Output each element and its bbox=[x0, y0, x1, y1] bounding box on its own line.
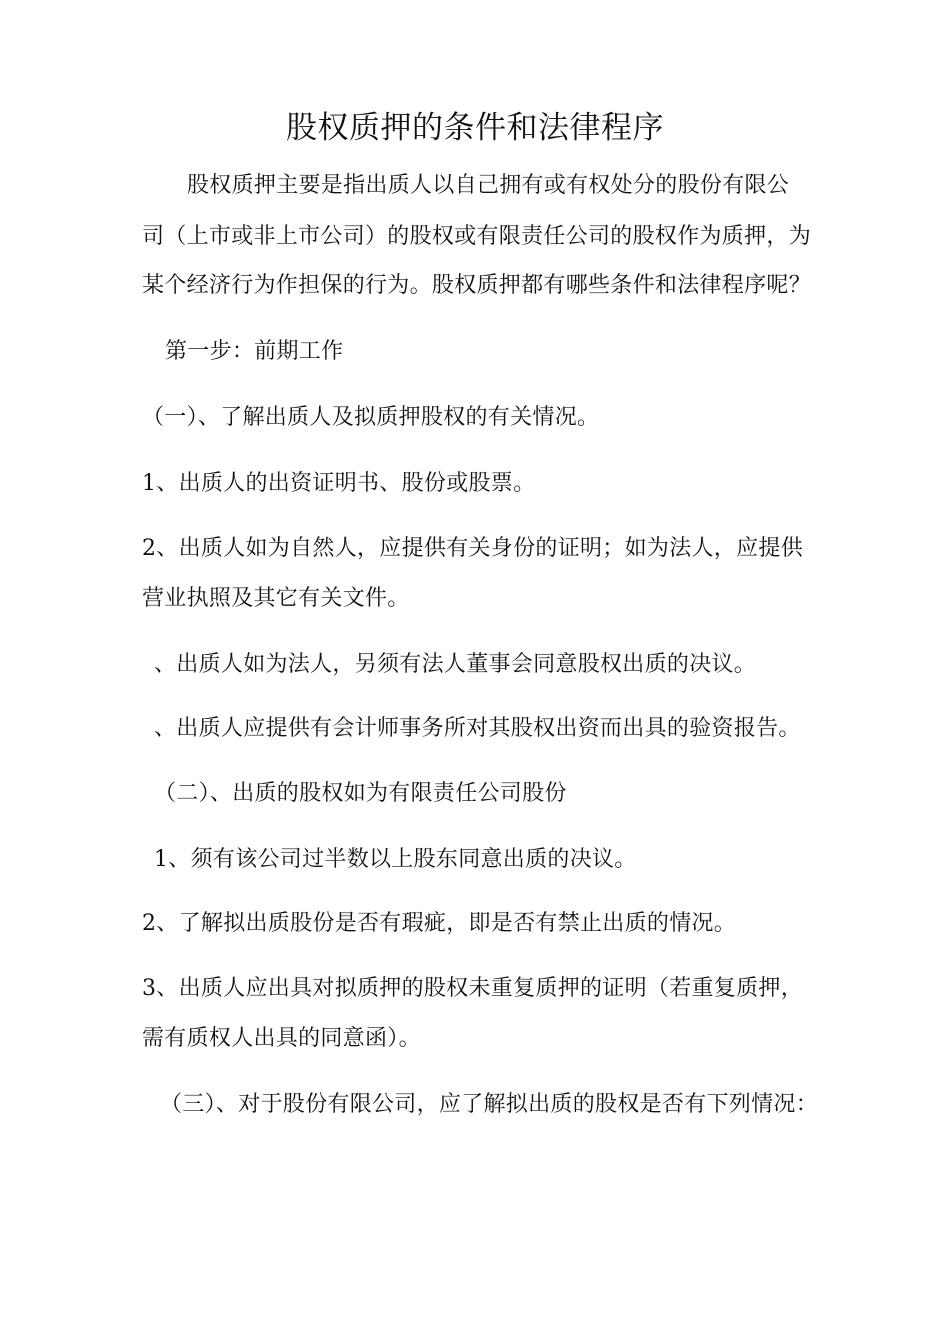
intro-line-1: 股权质押主要是指出质人以自己拥有或有权处分的股份有限公 bbox=[187, 173, 790, 198]
document-title: 股权质押的条件和法律程序 bbox=[286, 110, 664, 146]
section1-item-3: 、出质人如为法人，另须有法人董事会同意股权出质的决议。 bbox=[154, 652, 757, 677]
section3-heading: （三）、对于股份有限公司，应了解拟出质的股权是否有下列情况： bbox=[160, 1092, 819, 1117]
section1-item-2-line-2: 营业执照及其它有关文件。 bbox=[142, 586, 410, 611]
section1-item-4: 、出质人应提供有会计师事务所对其股权出资而出具的验资报告。 bbox=[154, 716, 801, 741]
section2-heading: （二）、出质的股权如为有限责任公司股份 bbox=[154, 781, 567, 806]
intro-line-3: 某个经济行为作担保的行为。股权质押都有哪些条件和法律程序呢？ bbox=[142, 273, 812, 298]
section2-item-2: 2、了解拟出质股份是否有瑕疵，即是否有禁止出质的情况。 bbox=[142, 911, 737, 936]
intro-line-2: 司（上市或非上市公司）的股权或有限责任公司的股权作为质押，为 bbox=[142, 224, 812, 249]
section1-item-2-line-1: 2、出质人如为自然人，应提供有关身份的证明；如为法人，应提供 bbox=[142, 536, 803, 561]
section1-item-1: 1、出质人的出资证明书、股份或股票。 bbox=[142, 471, 536, 496]
section2-item-3-line-2: 需有质权人出具的同意函）。 bbox=[142, 1026, 421, 1051]
section2-item-1: 1、须有该公司过半数以上股东同意出质的决议。 bbox=[154, 847, 637, 872]
section2-item-3-line-1: 3、出质人应出具对拟质押的股权未重复质押的证明（若重复质押， bbox=[142, 976, 803, 1001]
step1-heading: 第一步：前期工作 bbox=[165, 339, 344, 364]
section1-heading: （一）、了解出质人及拟质押股权的有关情况。 bbox=[142, 405, 600, 430]
